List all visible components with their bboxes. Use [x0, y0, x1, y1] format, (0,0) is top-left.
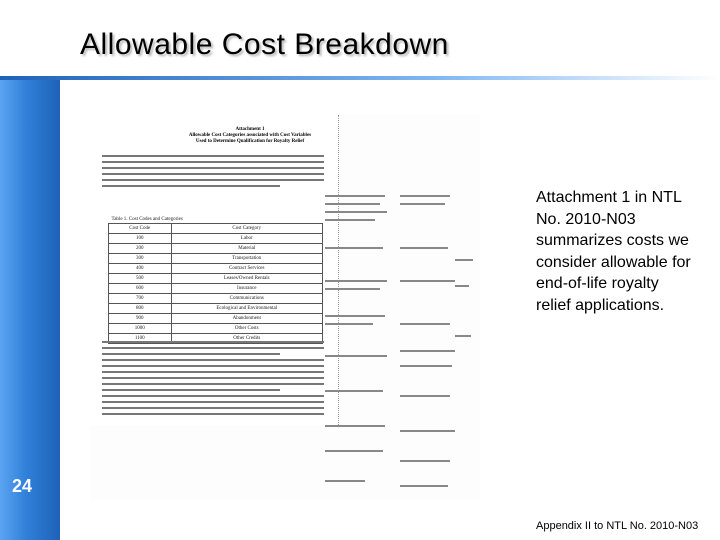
- table-row: 100 Labor: [109, 234, 323, 244]
- table-row: 200 Material: [109, 244, 323, 254]
- divider: [0, 76, 720, 80]
- heading-line: Attachment 1: [235, 127, 265, 132]
- table-row: 800 Ecological and Environmental: [109, 304, 323, 314]
- heading-line: Allowable Cost Categories associated with Cost Variables: [188, 133, 312, 138]
- table-row: 600 Insurance: [109, 284, 323, 294]
- footer-text: Appendix II to NTL No. 2010-N03: [536, 520, 699, 532]
- slide-title: Allowable Cost Breakdown: [80, 28, 449, 61]
- body-text: Attachment 1 in NTL No. 2010-N03 summarizes costs we consider allowable for end-of-life royalty relief applications.: [536, 189, 691, 314]
- table-caption: Table 1. Cost Codes and Categories: [111, 216, 183, 222]
- table-header: Cost Code: [109, 224, 172, 234]
- document-page-overlay: [325, 185, 475, 500]
- document-paragraph: [102, 151, 324, 191]
- table-row: 500 Leases/Owned Rentals: [109, 274, 323, 284]
- table-row: 1000 Other Costs: [109, 324, 323, 334]
- scanned-document: [90, 115, 480, 500]
- table-row: 900 Abandonment: [109, 314, 323, 324]
- cost-category-table: [108, 215, 323, 344]
- document-heading: [160, 127, 340, 145]
- document-paragraph: [102, 337, 324, 419]
- table-row: 1100 Other Credits: [109, 334, 323, 344]
- table-row: 700 Communications: [109, 294, 323, 304]
- table-row: 400 Contract Services: [109, 264, 323, 274]
- table-row: 300 Transportation: [109, 254, 323, 264]
- heading-line: Used to Determine Qualification for Royalty Relief: [195, 139, 305, 144]
- accent-band: [0, 80, 60, 540]
- table-header: Cost Category: [171, 224, 323, 234]
- page-number: 24: [12, 476, 33, 496]
- document-page: [90, 115, 339, 425]
